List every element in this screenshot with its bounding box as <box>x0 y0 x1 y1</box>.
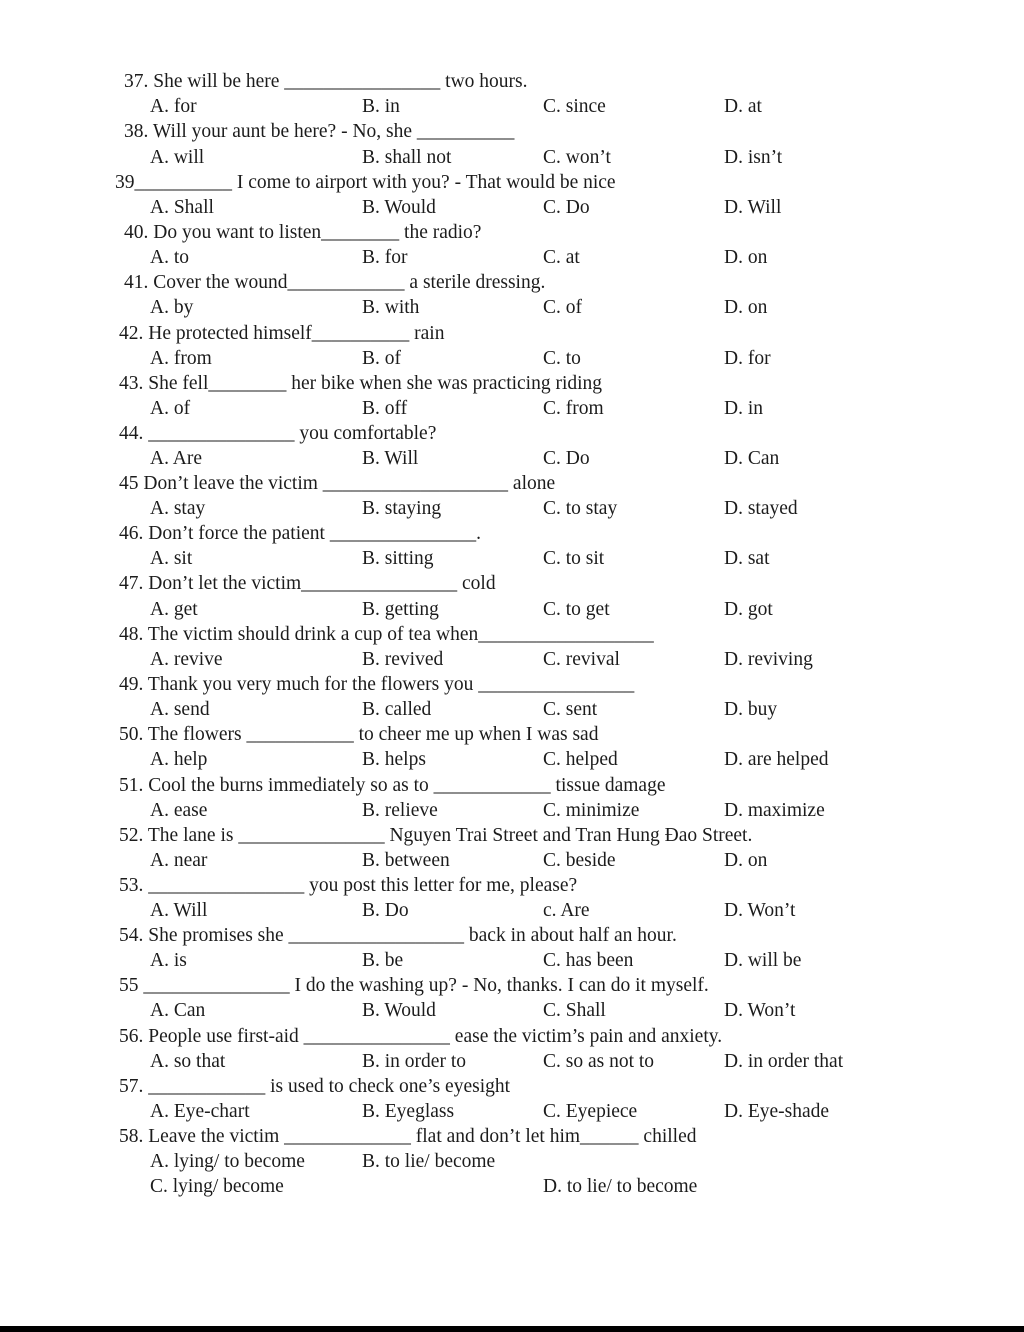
option-c: C. to get <box>543 599 610 620</box>
option-b: B. of <box>362 348 401 369</box>
option-d: D. stayed <box>724 498 798 519</box>
question-text: 53. ________________ you post this letter for me, please? <box>119 875 578 896</box>
options-45 <box>0 496 1024 521</box>
option-d: D. for <box>724 348 771 369</box>
options-39 <box>0 195 1024 220</box>
question-40 <box>0 220 1024 245</box>
options-41 <box>0 295 1024 320</box>
option-b: B. off <box>362 398 408 419</box>
option-c: C. helped <box>543 749 618 770</box>
question-text: 47. Don’t let the victim________________ cold <box>119 573 496 594</box>
option-a: A. sit <box>150 548 193 569</box>
option-c: C. minimize <box>543 800 640 821</box>
option-a: A. is <box>150 950 187 971</box>
option-d: D. Will <box>724 197 782 218</box>
option-c: C. sent <box>543 699 598 720</box>
option-d: D. buy <box>724 699 778 720</box>
options-47 <box>0 597 1024 622</box>
question-51 <box>0 773 1024 798</box>
question-45 <box>0 471 1024 496</box>
question-text: 49. Thank you very much for the flowers you ________________ <box>119 674 635 695</box>
option-b: B. for <box>362 247 408 268</box>
options-40 <box>0 245 1024 270</box>
option-a: A. send <box>150 699 210 720</box>
option-a: A. Eye-chart <box>150 1101 250 1122</box>
option-d: D. reviving <box>724 649 813 670</box>
option-b: B. between <box>362 850 450 871</box>
option-c: c. Are <box>543 900 590 921</box>
question-37 <box>0 69 1024 94</box>
question-text: 39__________ I come to airport with you? - That would be nice <box>115 172 616 193</box>
option-b: B. shall not <box>362 147 452 168</box>
question-46 <box>0 521 1024 546</box>
option-c: C. since <box>543 96 606 117</box>
options-58-row1 <box>0 1149 1024 1174</box>
option-a: A. Shall <box>150 197 214 218</box>
question-text: 54. She promises she __________________ back in about half an hour. <box>119 925 677 946</box>
option-d: D. Can <box>724 448 780 469</box>
options-49 <box>0 697 1024 722</box>
question-52 <box>0 823 1024 848</box>
question-47 <box>0 571 1024 596</box>
options-56 <box>0 1049 1024 1074</box>
option-c: C. to <box>543 348 581 369</box>
option-b: B. helps <box>362 749 426 770</box>
option-c: C. has been <box>543 950 634 971</box>
option-c: C. of <box>543 297 582 318</box>
question-39 <box>0 170 1024 195</box>
option-c: C. to stay <box>543 498 618 519</box>
option-a: A. to <box>150 247 189 268</box>
question-41 <box>0 270 1024 295</box>
question-text: 48. The victim should drink a cup of tea when__________________ <box>119 624 654 645</box>
question-text: 57. ____________ is used to check one’s eyesight <box>119 1076 511 1097</box>
question-42 <box>0 321 1024 346</box>
option-c: C. at <box>543 247 580 268</box>
option-a: A. by <box>150 297 194 318</box>
question-text: 40. Do you want to listen________ the radio? <box>124 222 482 243</box>
option-b: B. Eyeglass <box>362 1101 455 1122</box>
question-57 <box>0 1074 1024 1099</box>
options-37 <box>0 94 1024 119</box>
options-55 <box>0 998 1024 1023</box>
question-text: 41. Cover the wound____________ a sterile dressing. <box>124 272 546 293</box>
option-b: B. Do <box>362 900 409 921</box>
option-b: B. Will <box>362 448 419 469</box>
options-44 <box>0 446 1024 471</box>
question-50 <box>0 722 1024 747</box>
option-a: A. so that <box>150 1051 226 1072</box>
options-48 <box>0 647 1024 672</box>
option-c: C. so as not to <box>543 1051 655 1072</box>
option-d: D. Won’t <box>724 1000 796 1021</box>
option-a: A. of <box>150 398 191 419</box>
options-46 <box>0 546 1024 571</box>
option-b: B. getting <box>362 599 439 620</box>
options-52 <box>0 848 1024 873</box>
question-49 <box>0 672 1024 697</box>
option-c: C. lying/ become <box>150 1176 284 1197</box>
options-42 <box>0 346 1024 371</box>
option-d: D. sat <box>724 548 770 569</box>
option-c: C. Do <box>543 448 590 469</box>
option-a: A. ease <box>150 800 208 821</box>
option-d: D. on <box>724 297 768 318</box>
option-a: A. Will <box>150 900 208 921</box>
option-d: D. isn’t <box>724 147 783 168</box>
option-d: D. got <box>724 599 773 620</box>
option-c: C. to sit <box>543 548 605 569</box>
question-54 <box>0 923 1024 948</box>
option-a: A. near <box>150 850 208 871</box>
option-a: A. for <box>150 96 197 117</box>
question-44 <box>0 421 1024 446</box>
option-a: A. Can <box>150 1000 206 1021</box>
question-text: 44. _______________ you comfortable? <box>119 423 437 444</box>
options-43 <box>0 396 1024 421</box>
question-text: 58. Leave the victim _____________ flat and don’t let him______ chilled <box>119 1126 697 1147</box>
option-d: D. at <box>724 96 762 117</box>
option-b: B. Would <box>362 197 436 218</box>
option-d: D. Won’t <box>724 900 796 921</box>
option-c: C. beside <box>543 850 616 871</box>
option-b: B. sitting <box>362 548 434 569</box>
question-text: 50. The flowers ___________ to cheer me up when I was sad <box>119 724 599 745</box>
question-text: 42. He protected himself__________ rain <box>119 323 445 344</box>
option-c: C. won’t <box>543 147 611 168</box>
option-d: D. on <box>724 850 768 871</box>
option-b: B. Would <box>362 1000 436 1021</box>
option-c: C. Do <box>543 197 590 218</box>
option-d: D. to lie/ to become <box>543 1176 698 1197</box>
options-57 <box>0 1099 1024 1124</box>
options-51 <box>0 798 1024 823</box>
option-b: B. with <box>362 297 420 318</box>
option-b: B. relieve <box>362 800 438 821</box>
option-b: B. in <box>362 96 400 117</box>
question-43 <box>0 371 1024 396</box>
question-48 <box>0 622 1024 647</box>
option-a: A. get <box>150 599 198 620</box>
question-56 <box>0 1024 1024 1049</box>
bottom-edge-bar <box>0 1326 1024 1332</box>
option-d: D. are helped <box>724 749 829 770</box>
option-a: A. lying/ to become <box>150 1151 305 1172</box>
option-b: B. staying <box>362 498 442 519</box>
options-58-row2 <box>0 1174 1024 1199</box>
option-c: C. revival <box>543 649 620 670</box>
question-text: 56. People use first-aid _______________ ease the victim’s pain and anxiety. <box>119 1026 723 1047</box>
question-text: 55 _______________ I do the washing up? - No, thanks. I can do it myself. <box>119 975 709 996</box>
option-b: B. called <box>362 699 432 720</box>
option-b: B. in order to <box>362 1051 466 1072</box>
option-b: B. revived <box>362 649 444 670</box>
option-a: A. from <box>150 348 212 369</box>
option-d: D. on <box>724 247 768 268</box>
question-text: 51. Cool the burns immediately so as to ____________ tissue damage <box>119 775 666 796</box>
option-c: C. Shall <box>543 1000 606 1021</box>
option-a: A. stay <box>150 498 206 519</box>
question-text: 37. She will be here ________________ two hours. <box>124 71 528 92</box>
option-d: D. Eye-shade <box>724 1101 830 1122</box>
option-c: C. from <box>543 398 604 419</box>
option-a: A. revive <box>150 649 223 670</box>
option-a: A. Are <box>150 448 202 469</box>
options-38 <box>0 145 1024 170</box>
question-text: 38. Will your aunt be here? - No, she __________ <box>124 121 515 142</box>
question-58 <box>0 1124 1024 1149</box>
question-53 <box>0 873 1024 898</box>
option-a: A. will <box>150 147 205 168</box>
option-c: C. Eyepiece <box>543 1101 638 1122</box>
question-text: 52. The lane is _______________ Nguyen Trai Street and Tran Hung Đao Street. <box>119 825 753 846</box>
option-d: D. will be <box>724 950 802 971</box>
option-d: D. maximize <box>724 800 825 821</box>
question-text: 46. Don’t force the patient _______________. <box>119 523 481 544</box>
options-53 <box>0 898 1024 923</box>
question-text: 43. She fell________ her bike when she was practicing riding <box>119 373 603 394</box>
options-50 <box>0 747 1024 772</box>
option-a: A. help <box>150 749 208 770</box>
question-38 <box>0 119 1024 144</box>
options-54 <box>0 948 1024 973</box>
option-b: B. to lie/ become <box>362 1151 496 1172</box>
option-d: D. in <box>724 398 763 419</box>
option-b: B. be <box>362 950 404 971</box>
question-55 <box>0 973 1024 998</box>
question-text: 45 Don’t leave the victim ___________________ alone <box>119 473 556 494</box>
option-d: D. in order that <box>724 1051 844 1072</box>
